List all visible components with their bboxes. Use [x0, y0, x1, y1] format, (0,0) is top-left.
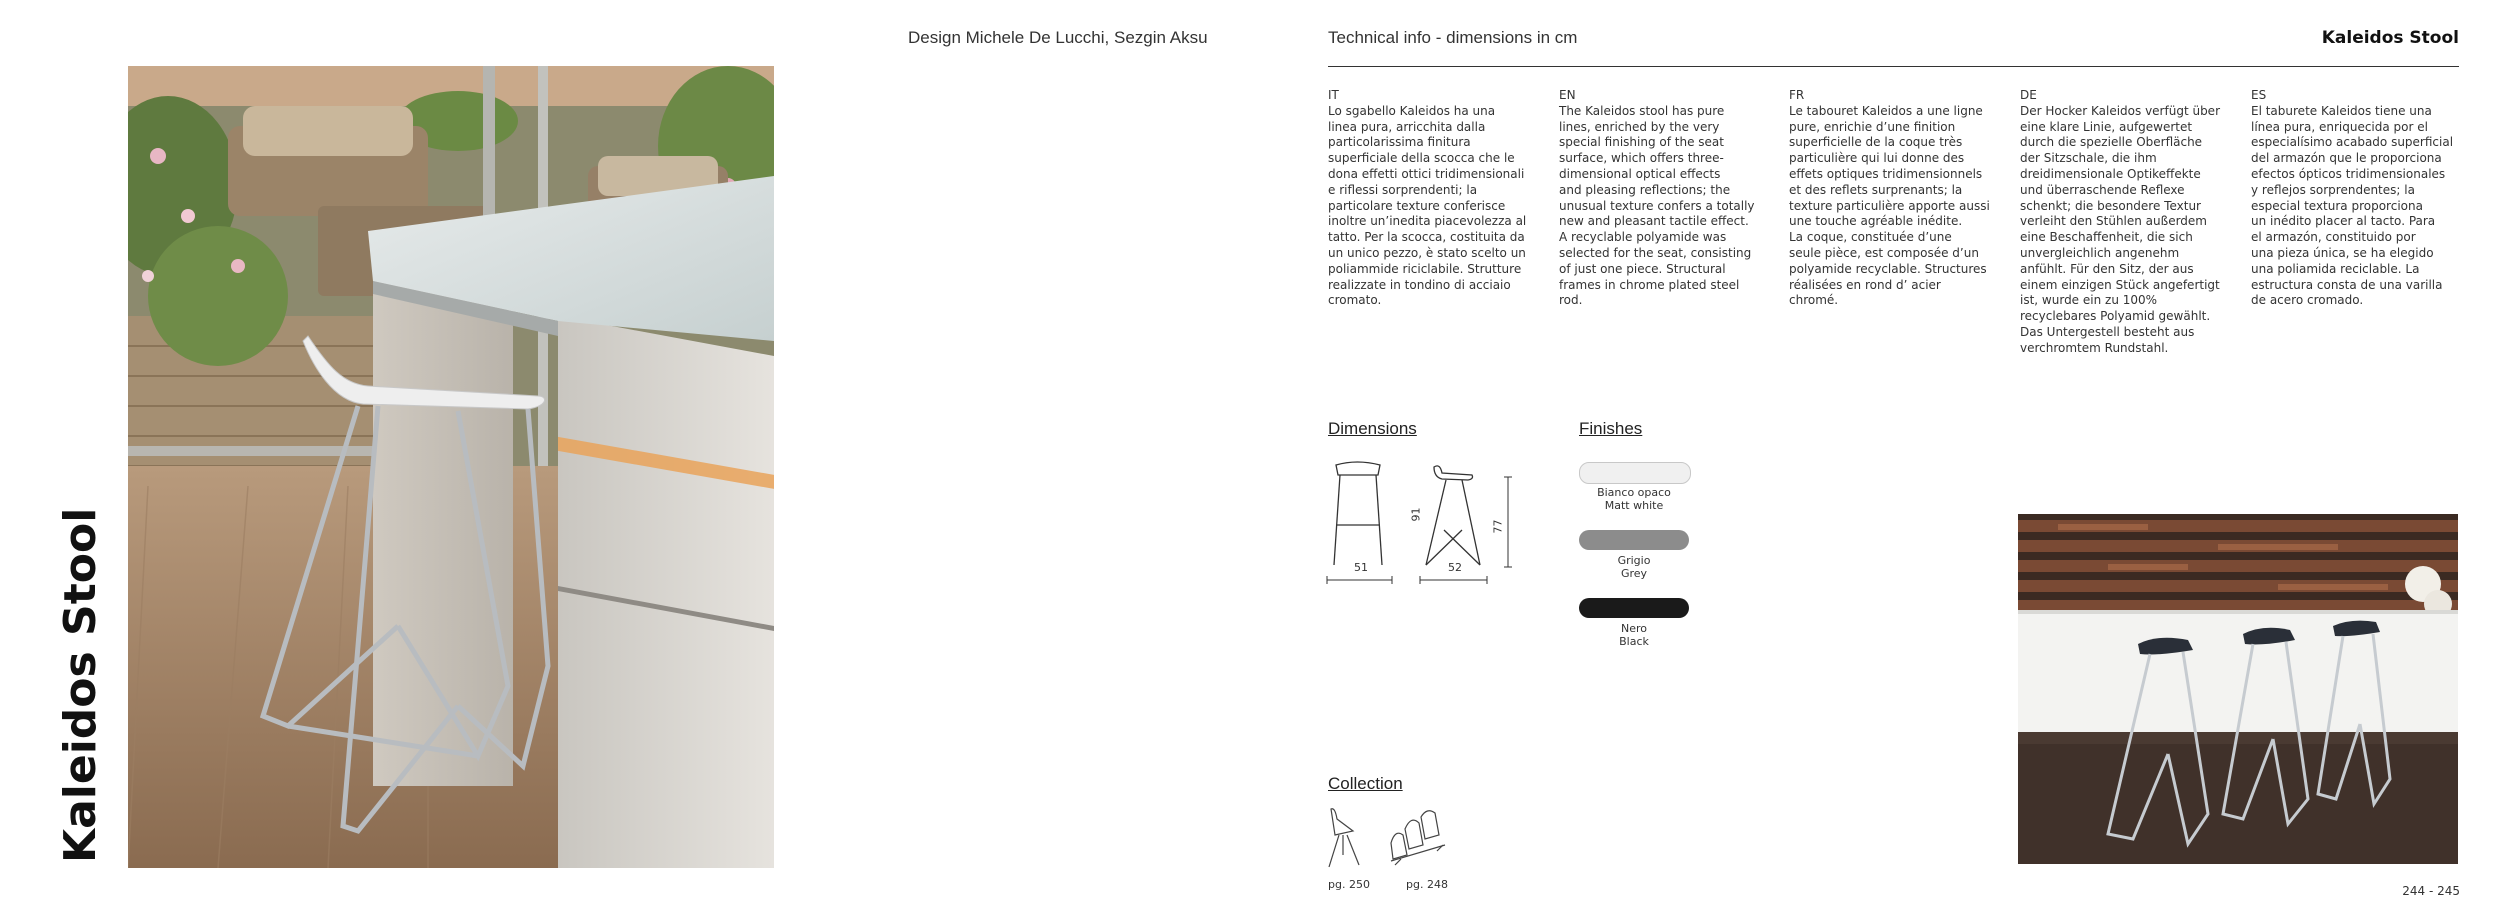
finish-name-en: Matt white: [1604, 499, 1664, 512]
collection-page-ref: pg. 248: [1406, 878, 1448, 891]
description-text: Lo sgabello Kaleidos ha una linea pura, arricchita dalla particolarissima finitura superficiale della scocca che le dona effetti ottici tridimensionali e riflessi sorprendenti; la particolare texture conferisce inoltre un’inedita piacevolezza al tatto. Per la scocca, costituita da un unico pezzo, è stato scelto un poliammide riciclabile. Strutture realizzate in tondino di acciaio cromato.: [1328, 103, 1527, 308]
language-code: DE: [2020, 88, 2037, 102]
dimension-front-width: 51: [1354, 561, 1368, 574]
description-text: El taburete Kaleidos tiene una línea pura, enriquecida por el especialísimo acabado superficial del armazón que le proporciona efectos ópticos tridimensionales y reflejos sorprendentes; la especial textura proporciona un inédito placer al tacto. Para el armazón, constituido por una pieza única, se ha elegido una poliamida reciclable. La estructura consta de una varilla de acero cromado.: [2251, 103, 2454, 308]
description-de: [2020, 88, 2230, 357]
dimensions-heading: Dimensions: [1328, 419, 1417, 438]
collection-bench-icon: [1391, 811, 1445, 865]
description-text: Der Hocker Kaleidos verfügt über eine klare Linie, aufgewertet durch die spezielle Oberfläche der Sitzschale, die ihm dreidimensionale Optikeffekte und überraschende Reflexe schenkt; die besondere Textur verleiht den Stühlen außerdem eine Beschaffenheit, die sich unvergleichlich angenehm anfühlt. Für den Sitz, der aus einem einzigen Stück angefertigt ist, wurde ein zu 100% recyclebares Polyamid gewählt. Das Untergestell besteht aus verchromtem Rundstahl.: [2020, 103, 2220, 355]
dimension-seat-height: 77: [1491, 519, 1505, 534]
collection-thumbnails: [1325, 805, 1475, 873]
language-code: ES: [2251, 88, 2267, 102]
finish-swatch-grey: [1579, 530, 1689, 550]
header-product-title: Kaleidos Stool: [2321, 28, 2459, 48]
language-code: EN: [1559, 88, 1576, 102]
finish-name-it: Nero: [1620, 622, 1647, 635]
finish-swatch-black: [1579, 598, 1689, 618]
dimension-side-depth: 52: [1448, 561, 1462, 574]
finish-name-it: Bianco opaco: [1597, 486, 1671, 499]
description-fr: [1789, 88, 1999, 309]
language-code: IT: [1328, 88, 1339, 102]
language-code: FR: [1789, 88, 1805, 102]
interior-photo: [128, 66, 774, 868]
vertical-product-title: Kaleidos Stool: [55, 507, 106, 863]
finish-label: [1579, 622, 1689, 648]
dimension-total-height: 91: [1409, 507, 1423, 522]
designer-credit: Design Michele De Lucchi, Sezgin Aksu: [908, 28, 1208, 47]
page-numbers: 244 - 245: [2402, 884, 2460, 898]
showroom-photo: [2018, 514, 2458, 864]
collection-heading: Collection: [1328, 774, 1403, 793]
description-en: [1559, 88, 1769, 309]
finish-name-it: Grigio: [1617, 554, 1651, 567]
technical-info-label: Technical info - dimensions in cm: [1328, 28, 1578, 47]
stool-side-view-icon: [1426, 466, 1480, 565]
finish-name-en: Black: [1619, 635, 1649, 648]
description-es: [2251, 88, 2461, 309]
collection-chair-icon: [1329, 809, 1359, 867]
description-it: [1328, 88, 1538, 309]
finishes-heading: Finishes: [1579, 419, 1643, 438]
collection-page-ref: pg. 250: [1328, 878, 1370, 891]
stool-front-view-icon: [1334, 462, 1382, 565]
finish-label: [1579, 486, 1689, 512]
finish-swatch-matt-white: [1579, 462, 1691, 484]
description-text: The Kaleidos stool has pure lines, enriched by the very special finishing of the seat surface, which offers three- dimensional optical effects and pleasing reflections; the unusual texture confers a totally new and pleasant tactile effect. A recyclable polyamide was selected for the seat, consisting of just one piece. Structural frames in chrome plated steel rod.: [1559, 103, 1755, 308]
header-divider: [1328, 66, 2459, 67]
finish-name-en: Grey: [1620, 567, 1648, 580]
description-text: Le tabouret Kaleidos a une ligne pure, enrichie d’une finition superficielle de la coque très particulière qui lui donne des effets optiques tridimensionnels et des reflets surprenants; la texture particulière apporte aussi une touche agréable inédite. La coque, constituée d’une seule pièce, est composée d’un polyamide recyclable. Structures réalisées en rond d’ acier chromé.: [1789, 103, 1990, 308]
finish-label: [1579, 554, 1689, 580]
